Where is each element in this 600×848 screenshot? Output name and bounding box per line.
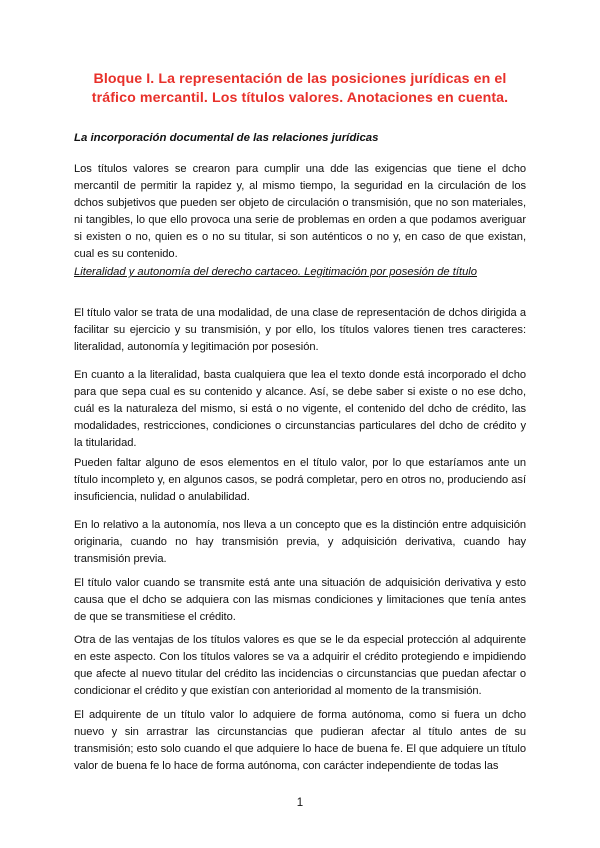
page-number: 1 [296,797,304,809]
section-heading: La incorporación documental de las relaciones jurídicas [74,132,379,144]
paragraph-8: El adquirente de un título valor lo adquiere de forma autónoma, como si fuera un dcho nuevo y sin arrastrar las circunstancias que pudieran afectar al título antes de su transmisión; esto solo cuando el que adquiere lo hace de buena fe. El que adquiere un título valor de buena fe lo hace de forma autónoma, con carácter independiente de todas las [74,709,526,772]
paragraph-7: Otra de las ventajas de los títulos valores es que se le da especial protección al adquirente en este aspecto. Con los títulos valores se va a adquirir el crédito protegiendo e impidiendo que afecte al nuevo titular del crédito las incidencias o circunstancias que puedan afectar o condicionar el crédito y que existían con anterioridad al momento de la transmisión. [74,634,526,697]
paragraph-4: Pueden faltar alguno de esos elementos en el título valor, por lo que estaríamos ante un título incompleto y, en algunos casos, se podrá completar, pero en otros no, produciendo así insuficiencia, nulidad o anulabilidad. [74,457,526,503]
paragraph-5: En lo relativo a la autonomía, nos lleva a un concepto que es la distinción entre adquisición originaria, cuando no hay transmisión previa, y adquisición derivativa, cuando hay transmisión previa. [74,519,526,565]
paragraph-3: En cuanto a la literalidad, basta cualquiera que lea el texto donde está incorporado el dcho para que sepa cual es su contenido y alcance. Así, se debe saber si existe o no ese dcho, cuál es la naturaleza del mismo, si está o no vigente, el contenido del dcho de crédito, las modalidades, restricciones, condiciones o circunstancias particulares del dcho de crédito y la titularidad. [74,369,526,449]
document-title: Bloque I. La representación de las posiciones jurídicas en el tráfico mercantil. Los títulos valores. Anotaciones en cuenta. [91,71,509,106]
paragraph-2: El título valor se trata de una modalidad, de una clase de representación de dchos dirigida a facilitar su ejercicio y su transmisión, y por ello, los títulos valores tienen tres caracteres: literalidad, autonomía y legitimación por posesión. [74,307,526,353]
paragraph-1: Los títulos valores se crearon para cumplir una dde las exigencias que tiene el dcho mercantil de permitir la rapidez y, al mismo tiempo, la seguridad en la circulación de los dchos subjetivos que pueden ser objeto de circulación o transmisión, que no son materiales, ni tangibles, lo que ello provoca una serie de problemas en orden a que podamos averiguar si existen o no, quien es o no su titular, si son auténticos o no y, en caso de que existan, cual es su contenido. [74,163,526,260]
paragraph-6: El título valor cuando se transmite está ante una situación de adquisición derivativa y esto causa que el dcho se adquiera con las mismas condiciones y limitaciones que tenía antes de que se transmitiese el crédito. [74,577,526,623]
subsection-heading: Literalidad y autonomía del derecho cartaceo. Legitimación por posesión de título [74,266,478,278]
